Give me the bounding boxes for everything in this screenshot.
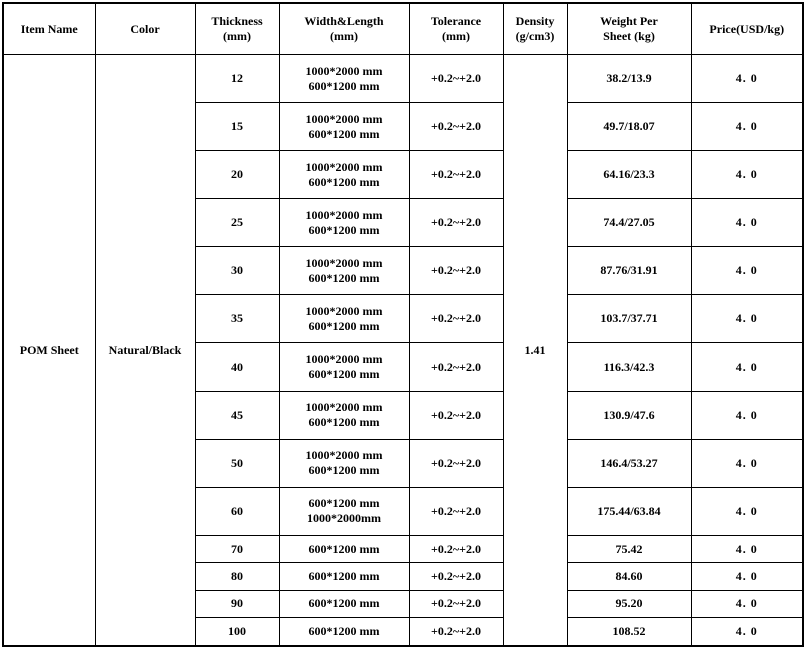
thickness-cell: 40 <box>195 343 279 391</box>
width-length-line: 1000*2000 mm <box>305 255 383 270</box>
column-header-line: Color <box>130 21 160 36</box>
column-header-line: Width&Length <box>304 14 384 28</box>
table-header <box>3 3 803 55</box>
width-length-cell <box>279 199 409 247</box>
weight-per-sheet-cell: 84.60 <box>567 563 691 590</box>
price-cell: 4. 0 <box>691 199 803 247</box>
column-header-line: Item Name <box>20 21 78 36</box>
width-length-cell <box>279 151 409 199</box>
width-length-line: 1000*2000 mm <box>305 448 383 463</box>
tolerance-cell: +0.2~+2.0 <box>409 55 503 103</box>
tolerance-cell: +0.2~+2.0 <box>409 535 503 562</box>
thickness-cell: 35 <box>195 295 279 343</box>
width-length-line: 600*1200 mm <box>308 463 380 478</box>
weight-per-sheet-cell: 175.44/63.84 <box>567 487 691 535</box>
width-length-line: 1000*2000 mm <box>305 111 383 126</box>
width-length-line: 1000*2000 mm <box>305 303 383 318</box>
tolerance-cell: +0.2~+2.0 <box>409 295 503 343</box>
width-length-line: 600*1200 mm <box>308 222 380 237</box>
thickness-cell: 15 <box>195 103 279 151</box>
width-length-cell <box>279 391 409 439</box>
price-cell: 4. 0 <box>691 618 803 646</box>
price-cell: 4. 0 <box>691 535 803 562</box>
width-length-cell <box>279 487 409 535</box>
weight-per-sheet-cell: 95.20 <box>567 590 691 617</box>
color-cell: Natural/Black <box>95 55 195 647</box>
thickness-cell: 90 <box>195 590 279 617</box>
width-length-cell <box>279 535 409 562</box>
weight-per-sheet-cell: 64.16/23.3 <box>567 151 691 199</box>
width-length-line: 600*1200 mm <box>308 78 380 93</box>
width-length-cell <box>279 55 409 103</box>
tolerance-cell: +0.2~+2.0 <box>409 103 503 151</box>
column-header <box>95 3 195 55</box>
density-cell: 1.41 <box>503 55 567 647</box>
column-header-line: Tolerance <box>430 14 482 28</box>
width-length-line: 600*1200 mm <box>308 596 380 611</box>
width-length-line: 600*1200 mm <box>308 270 380 285</box>
column-header-line: Density <box>515 14 555 28</box>
tolerance-cell: +0.2~+2.0 <box>409 247 503 295</box>
column-header-line: (mm) <box>442 29 470 43</box>
table-row <box>3 55 803 103</box>
width-length-line: 600*1200 mm <box>308 568 380 583</box>
width-length-line: 1000*2000 mm <box>305 207 383 222</box>
weight-per-sheet-cell: 38.2/13.9 <box>567 55 691 103</box>
width-length-cell <box>279 590 409 617</box>
column-header-line: Weight Per <box>600 14 658 28</box>
tolerance-cell: +0.2~+2.0 <box>409 391 503 439</box>
price-cell: 4. 0 <box>691 343 803 391</box>
weight-per-sheet-cell: 87.76/31.91 <box>567 247 691 295</box>
thickness-cell: 100 <box>195 618 279 646</box>
price-cell: 4. 0 <box>691 391 803 439</box>
tolerance-cell: +0.2~+2.0 <box>409 618 503 646</box>
width-length-line: 1000*2000 mm <box>305 400 383 415</box>
weight-per-sheet-cell: 74.4/27.05 <box>567 199 691 247</box>
price-cell: 4. 0 <box>691 103 803 151</box>
tolerance-cell: +0.2~+2.0 <box>409 590 503 617</box>
thickness-cell: 20 <box>195 151 279 199</box>
tolerance-cell: +0.2~+2.0 <box>409 563 503 590</box>
width-length-line: 600*1200 mm <box>308 415 380 430</box>
weight-per-sheet-cell: 103.7/37.71 <box>567 295 691 343</box>
price-cell: 4. 0 <box>691 487 803 535</box>
thickness-cell: 25 <box>195 199 279 247</box>
weight-per-sheet-cell: 75.42 <box>567 535 691 562</box>
width-length-cell <box>279 439 409 487</box>
header-row <box>3 3 803 55</box>
tolerance-cell: +0.2~+2.0 <box>409 343 503 391</box>
thickness-cell: 12 <box>195 55 279 103</box>
width-length-line: 600*1200 mm <box>308 318 380 333</box>
item-name-cell: POM Sheet <box>3 55 95 647</box>
column-header <box>195 3 279 55</box>
column-header <box>3 3 95 55</box>
thickness-cell: 70 <box>195 535 279 562</box>
price-cell: 4. 0 <box>691 590 803 617</box>
column-header-line: (mm) <box>330 29 358 43</box>
tolerance-cell: +0.2~+2.0 <box>409 439 503 487</box>
width-length-cell <box>279 103 409 151</box>
price-cell: 4. 0 <box>691 439 803 487</box>
column-header <box>503 3 567 55</box>
width-length-line: 600*1200 mm <box>308 174 380 189</box>
tolerance-cell: +0.2~+2.0 <box>409 487 503 535</box>
price-cell: 4. 0 <box>691 247 803 295</box>
column-header <box>279 3 409 55</box>
weight-per-sheet-cell: 146.4/53.27 <box>567 439 691 487</box>
width-length-line: 600*1200 mm <box>308 367 380 381</box>
weight-per-sheet-cell: 116.3/42.3 <box>567 343 691 391</box>
thickness-cell: 30 <box>195 247 279 295</box>
width-length-line: 600*1200 mm <box>308 126 380 141</box>
width-length-cell <box>279 247 409 295</box>
column-header <box>567 3 691 55</box>
column-header-line: (g/cm3) <box>515 29 555 43</box>
column-header-line: (mm) <box>223 29 251 43</box>
width-length-line: 600*1200 mm <box>308 496 380 511</box>
price-cell: 4. 0 <box>691 55 803 103</box>
thickness-cell: 80 <box>195 563 279 590</box>
width-length-cell <box>279 295 409 343</box>
width-length-cell <box>279 618 409 646</box>
table-body <box>3 55 803 647</box>
thickness-cell: 50 <box>195 439 279 487</box>
width-length-line: 1000*2000 mm <box>305 352 383 366</box>
weight-per-sheet-cell: 49.7/18.07 <box>567 103 691 151</box>
column-header-line: Sheet (kg) <box>603 29 655 43</box>
thickness-cell: 45 <box>195 391 279 439</box>
pom-sheet-specification-table <box>2 2 804 647</box>
width-length-line: 1000*2000mm <box>307 511 381 526</box>
column-header <box>409 3 503 55</box>
price-cell: 4. 0 <box>691 151 803 199</box>
width-length-line: 600*1200 mm <box>308 624 380 639</box>
column-header-line: Price(USD/kg) <box>709 21 785 36</box>
width-length-cell <box>279 563 409 590</box>
weight-per-sheet-cell: 130.9/47.6 <box>567 391 691 439</box>
width-length-line: 600*1200 mm <box>308 541 380 556</box>
column-header-line: Thickness <box>211 14 263 28</box>
tolerance-cell: +0.2~+2.0 <box>409 199 503 247</box>
tolerance-cell: +0.2~+2.0 <box>409 151 503 199</box>
price-cell: 4. 0 <box>691 295 803 343</box>
thickness-cell: 60 <box>195 487 279 535</box>
width-length-line: 1000*2000 mm <box>305 63 383 78</box>
weight-per-sheet-cell: 108.52 <box>567 618 691 646</box>
column-header <box>691 3 803 55</box>
price-cell: 4. 0 <box>691 563 803 590</box>
width-length-cell <box>279 343 409 391</box>
width-length-line: 1000*2000 mm <box>305 159 383 174</box>
